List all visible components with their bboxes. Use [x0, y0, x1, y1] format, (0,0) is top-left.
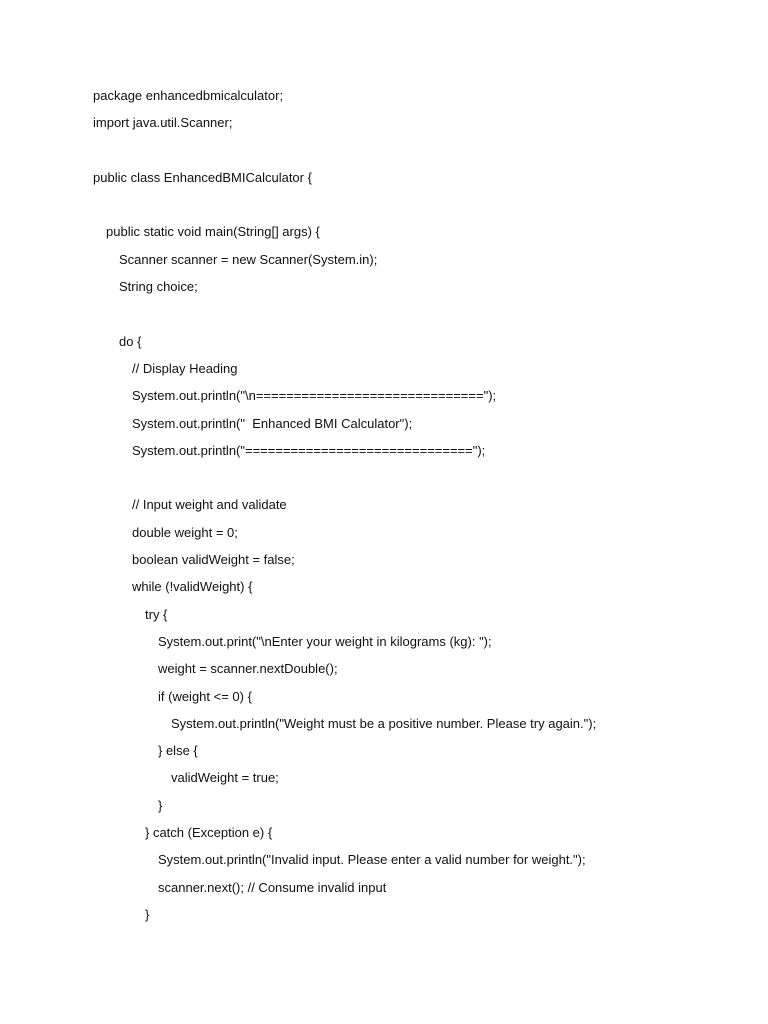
code-line: System.out.println("==============================");: [132, 442, 486, 458]
code-line: String choice;: [119, 279, 198, 295]
code-line: } else {: [158, 743, 198, 759]
code-line: weight = scanner.nextDouble();: [158, 661, 338, 677]
code-line: validWeight = true;: [171, 770, 279, 786]
code-line: System.out.println("Invalid input. Please enter a valid number for weight.");: [158, 852, 586, 868]
code-line: package enhancedbmicalculator;: [93, 88, 284, 103]
code-line: double weight = 0;: [132, 524, 238, 540]
code-line: [93, 193, 596, 220]
code-line: System.out.println("\n==============================");: [132, 388, 497, 404]
code-line: }: [158, 797, 163, 813]
code-line: boolean validWeight = false;: [132, 552, 295, 568]
code-line: public class EnhancedBMICalculator {: [93, 169, 312, 185]
code-line: [93, 466, 596, 493]
code-line: System.out.print("\nEnter your weight in kilograms (kg): ");: [158, 633, 492, 649]
code-line: public static void main(String[] args) {: [106, 224, 320, 240]
code-line: // Display Heading: [132, 360, 238, 376]
code-line: System.out.println(" Enhanced BMI Calculator");: [132, 415, 413, 431]
code-line: [93, 139, 596, 166]
code-line: [93, 302, 596, 329]
code-line: if (weight <= 0) {: [158, 688, 252, 704]
code-line: }: [145, 906, 150, 922]
code-line: do {: [119, 333, 142, 349]
code-line: System.out.println("Weight must be a positive number. Please try again.");: [171, 715, 597, 731]
code-line: } catch (Exception e) {: [145, 825, 273, 841]
code-line: Scanner scanner = new Scanner(System.in);: [119, 251, 378, 267]
code-line: // Input weight and validate: [132, 497, 287, 513]
code-line: scanner.next(); // Consume invalid input: [158, 879, 387, 895]
code-listing: [93, 84, 596, 930]
code-line: try {: [145, 606, 168, 622]
code-line: while (!validWeight) {: [132, 579, 253, 595]
code-line: import java.util.Scanner;: [93, 115, 233, 131]
